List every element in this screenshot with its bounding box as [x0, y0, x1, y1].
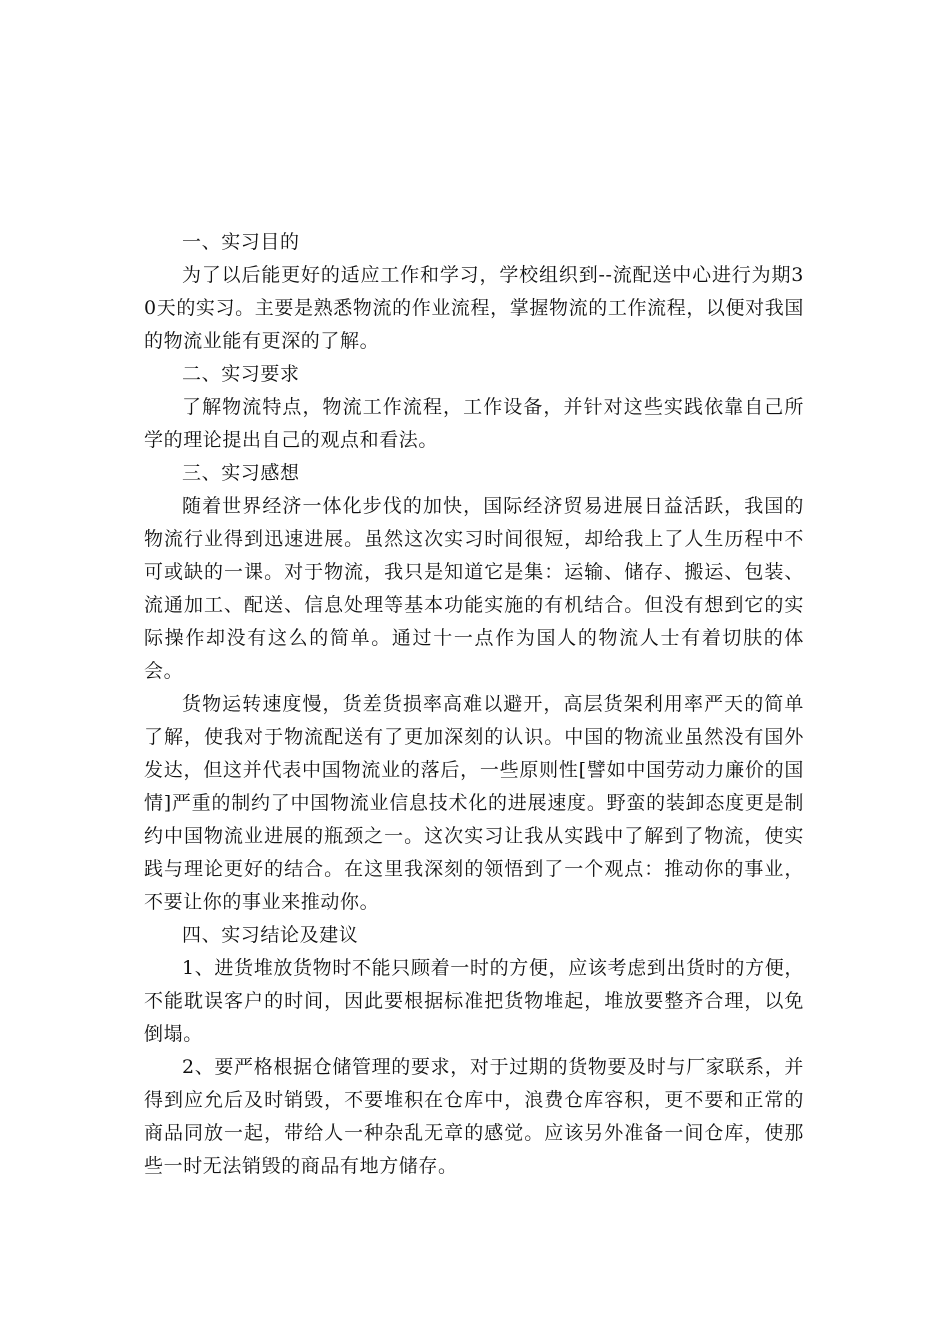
paragraph-reflections-1: 随着世界经济一体化步伐的加快，国际经济贸易进展日益活跃，我国的物流行业得到迅速进展。虽然这次实习时间很短，却给我上了人生历程中不可或缺的一课。对于物流，我只是知道它是集：运输、储存、搬运、包装、流通加工、配送、信息处理等基本功能实施的有机结合。但没有想到它的实际操作却没有这么的简单。通过十一点作为国人的物流人士有着切肤的体会。	[144, 495, 804, 682]
paragraph-conclusion-2: 2、要严格根据仓储管理的要求，对于过期的货物要及时与厂家联系，并得到应允后及时销毁，不要堆积在仓库中，浪费仓库容积，更不要和正常的商品同放一起，带给人一种杂乱无章的感觉。应该另外准备一间仓库，使那些一时无法销毁的商品有地方储存。	[144, 1056, 804, 1177]
paragraph-conclusion-1: 1、进货堆放货物时不能只顾着一时的方便，应该考虑到出货时的方便，不能耽误客户的时间，因此要根据标准把货物堆起，堆放要整齐合理，以免倒塌。	[144, 957, 804, 1045]
section-heading-requirements: 二、实习要求	[182, 363, 300, 385]
paragraph-requirements: 了解物流特点，物流工作流程，工作设备，并针对这些实践依靠自己所学的理论提出自己的观点和看法。	[144, 396, 804, 451]
section-heading-purpose: 一、实习目的	[182, 231, 300, 253]
paragraph-purpose: 为了以后能更好的适应工作和学习，学校组织到--流配送中心进行为期30天的实习。主要是熟悉物流的作业流程，掌握物流的工作流程，以便对我国的物流业能有更深的了解。	[144, 264, 804, 352]
paragraph-reflections-2: 货物运转速度慢，货差货损率高难以避开，高层货架利用率严天的简单了解，使我对于物流配送有了更加深刻的认识。中国的物流业虽然没有国外发达，但这并代表中国物流业的落后，一些原则性[譬如中国劳动力廉价的国情]严重的制约了中国物流业信息技术化的进展速度。野蛮的装卸态度更是制约中国物流业进展的瓶颈之一。这次实习让我从实践中了解到了物流，使实践与理论更好的结合。在这里我深刻的领悟到了一个观点：推动你的事业，不要让你的事业来推动你。	[144, 693, 804, 913]
section-heading-conclusions: 四、实习结论及建议	[182, 924, 359, 946]
document-body	[144, 226, 804, 1183]
section-heading-reflections: 三、实习感想	[182, 462, 300, 484]
